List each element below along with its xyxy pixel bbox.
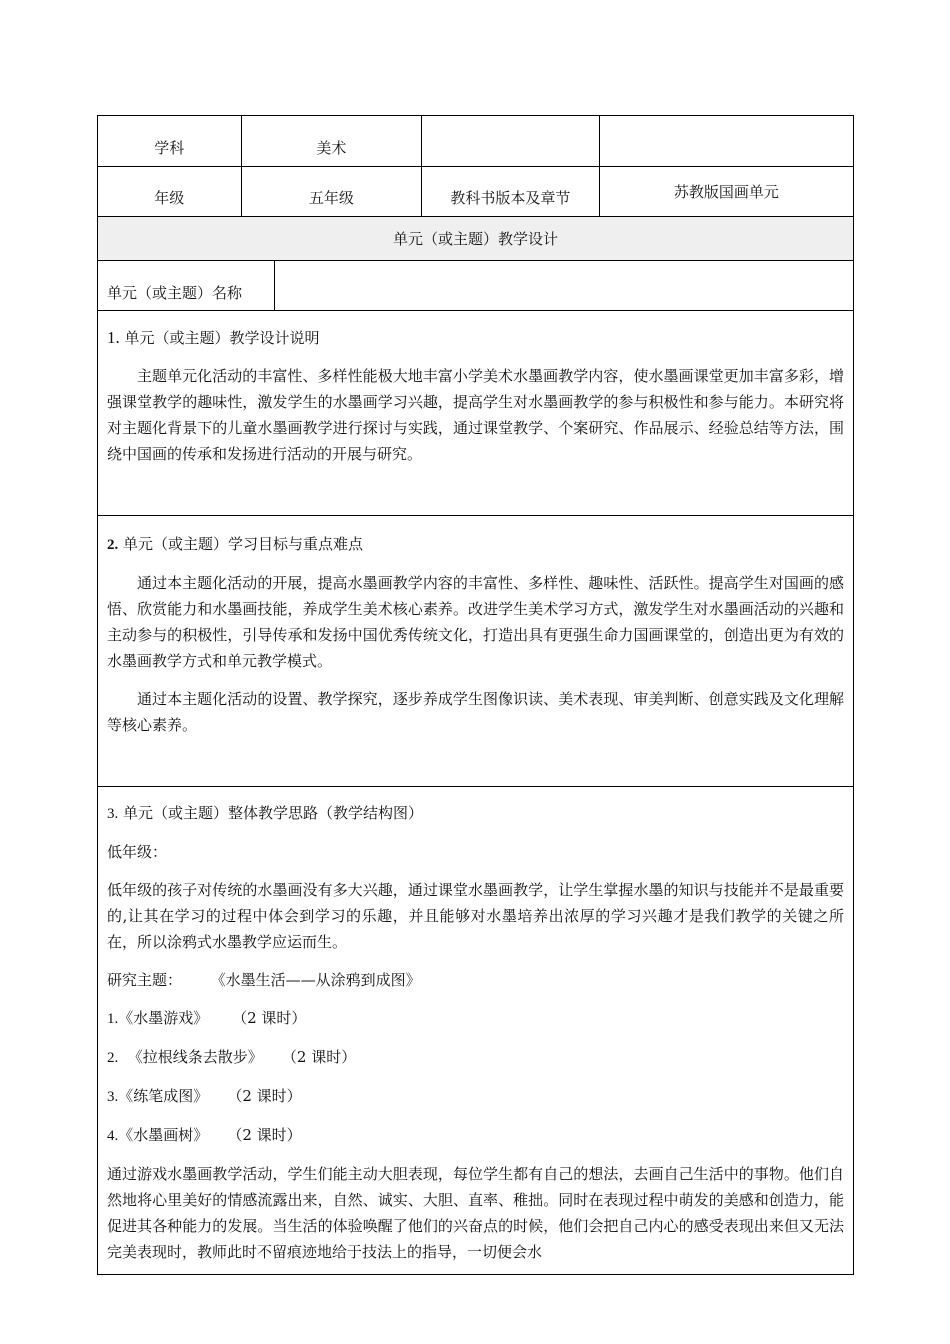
section-3-row <box>97 786 854 1275</box>
subject-label: 学科 <box>154 138 185 157</box>
section-3 <box>98 787 853 1274</box>
section-1-row <box>97 310 854 515</box>
section-1 <box>98 311 853 515</box>
section-1-heading: 1. 单元（或主题）教学设计说明 <box>107 328 320 347</box>
section-2-paragraph: 通过本主题化活动的开展，提高水墨画教学内容的丰富性、多样性、趣味性、活跃性。提高学生对国画的感悟、欣赏能力和水墨画技能，养成学生美术核心素养。改进学生美术学习方式，激发学生对水墨画活动的兴趣和主动参与的积极性，引导传承和发扬中国优秀传统文化，打造出具有更强生命力国画课堂的，创造出更为有效的水墨画教学方式和单元教学模式。 <box>107 574 844 670</box>
closing-paragraph: 通过游戏水墨画教学活动，学生们能主动大胆表现，每位学生都有自己的想法，去画自己生活中的事物。他们自然地将心里美好的情感流露出来，自然、诚实、大胆、直率、稚拙。同时在表现过程中萌发的美感和创造力，能促进其各种能力的发展。当生活的体验唤醒了他们的兴奋点的时候，他们会把自己内心的感受表现出来但又无法完美表现时，教师此时不留痕迹地给于技法上的指导，一切便会水 <box>107 1165 844 1261</box>
low-grade-intro: 低年级的孩子对传统的水墨画没有多大兴趣，通过课堂水墨画教学，让学生掌握水墨的知识与技能并不是最重要的,让其在学习的过程中体会到学习的乐趣，并且能够对水墨培养出浓厚的学习兴趣才是我们教学的关键之所在，所以涂鸦式水墨教学应运而生。 <box>107 881 844 951</box>
subject-row <box>97 115 854 166</box>
empty-cell <box>599 116 853 166</box>
research-topic: 研究主题： 《水墨生活——从涂鸦到成图》 <box>107 971 421 989</box>
grade-row <box>97 166 854 216</box>
lesson-plan-table <box>97 115 854 1275</box>
empty-cell <box>421 116 599 166</box>
textbook-label: 教科书版本及章节 <box>421 167 599 216</box>
low-grade-label: 低年级： <box>107 843 168 861</box>
subject-value: 美术 <box>241 116 422 166</box>
lesson-item: 2. 《拉根线条去散步》 （2 课时） <box>107 1048 357 1066</box>
unit-name-label: 单元（或主题）名称 <box>107 284 243 302</box>
lesson-item: 1.《水墨游戏》 （2 课时） <box>107 1009 307 1027</box>
section-2 <box>98 516 853 786</box>
unit-name-row <box>97 260 854 310</box>
lesson-item: 4.《水墨画树》 （2 课时） <box>107 1126 302 1144</box>
grade-value: 五年级 <box>241 167 422 216</box>
section-1-body: 主题单元化活动的丰富性、多样性能极大地丰富小学美术水墨画教学内容，使水墨画课堂更加丰富多彩，增强课堂教学的趣味性，激发学生的水墨画学习兴趣，提高学生对水墨画教学的参与积极性和参与能力。本研究将对主题化背景下的儿童水墨画教学进行探讨与实践，通过课堂教学、个案研究、作品展示、经验总结等方法，围绕中国画的传承和发扬进行活动的开展与研究。 <box>107 367 844 463</box>
design-band-title: 单元（或主题）教学设计 <box>392 230 558 248</box>
section-2-paragraph: 通过本主题化活动的设置、教学探究，逐步养成学生图像识读、美术表现、审美判断、创意实践及文化理解等核心素养。 <box>107 690 844 734</box>
design-band <box>97 216 854 260</box>
section-2-heading: 2. 单元（或主题）学习目标与重点难点 <box>107 535 364 553</box>
section-2-row <box>97 515 854 786</box>
lesson-item: 3.《练笔成图》 （2 课时） <box>107 1087 302 1105</box>
unit-name-value <box>274 261 853 310</box>
textbook-value: 苏教版国画单元 <box>599 167 853 216</box>
section-3-heading: 3. 单元（或主题）整体教学思路（教学结构图） <box>107 804 424 822</box>
grade-label: 年级 <box>154 189 185 207</box>
